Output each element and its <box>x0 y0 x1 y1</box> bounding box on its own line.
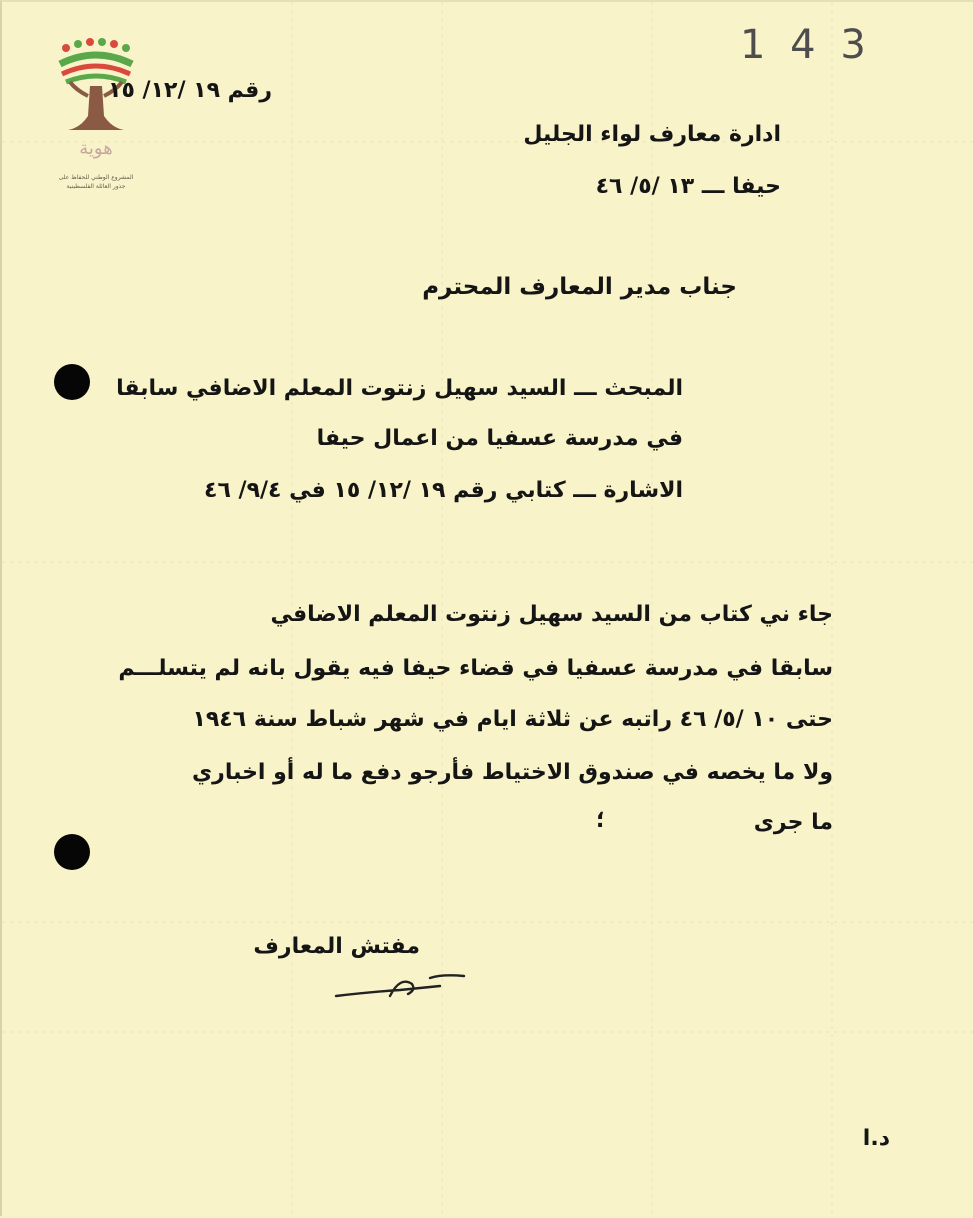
body-line-4: ولا ما يخصه في صندوق الاختياط فأرجو دفع ما له أو اخباري <box>192 760 833 785</box>
body-line-5: ما جرى <box>753 810 833 835</box>
logo <box>50 36 142 196</box>
signature-title: مفتش المعارف <box>253 934 420 959</box>
subject-line-3: الاشارة ـــ كتابي رقم ١٩ /١٢/ ١٥ في ٩/٤/ ٤٦ <box>204 478 683 503</box>
header-office: ادارة معارف لواء الجليل <box>523 122 781 147</box>
signature-scribble <box>330 962 480 1012</box>
footer-initials: د.ا <box>862 1126 890 1151</box>
logo-caption-1: المشروع الوطني للحفاظ على <box>58 174 134 181</box>
body-line-1: جاء ني كتاب من السيد سهيل زنتوت المعلم الاضافي <box>270 602 833 627</box>
salutation: جناب مدير المعارف المحترم <box>422 274 737 300</box>
subject-line-1: المبحث ـــ السيد سهيل زنتوت المعلم الاضافي سابقا <box>116 376 683 401</box>
punch-hole-bottom <box>54 834 90 870</box>
subject-line-2: في مدرسة عسفيا من اعمال حيفا <box>316 426 683 451</box>
header-place-date: حيفا ـــ ١٣ /٥/ ٤٦ <box>595 174 781 199</box>
reference-number: رقم ١٩ /١٢/ ١٥ <box>108 78 272 103</box>
logo-name: هوية <box>79 138 113 159</box>
punch-hole-top <box>54 364 90 400</box>
body-line-2: سابقا في مدرسة عسفيا في قضاء حيفا فيه يقول بانه لم يتسلـــم <box>118 656 833 681</box>
logo-caption-2: جذور العائلة الفلسطينية <box>66 183 126 190</box>
body-line-3: حتى ١٠ /٥/ ٤٦ راتبه عن ثلاثة ايام في شهر شباط سنة ١٩٤٦ <box>192 707 833 732</box>
body-line-5-mark: ؛ <box>596 808 605 833</box>
handwritten-page-number: 1 4 3 <box>740 22 872 68</box>
